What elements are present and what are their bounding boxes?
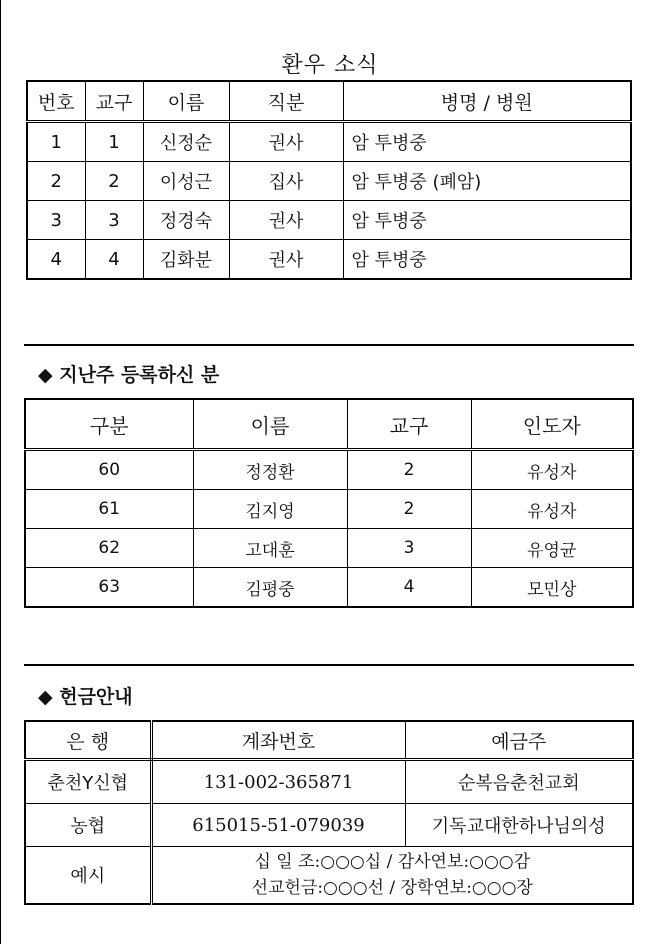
offering-heading: ◆ 헌금안내 xyxy=(38,686,133,708)
header-holder: 예금주 xyxy=(405,721,633,760)
cell-illness: 암 투병중 xyxy=(343,201,631,240)
cell-district: 3 xyxy=(85,201,143,240)
cell-holder: 순복음춘천교회 xyxy=(405,760,633,804)
cell-title: 집사 xyxy=(229,162,343,201)
table-row xyxy=(27,162,631,201)
header-district: 교구 xyxy=(347,399,471,450)
cell-name: 김화분 xyxy=(143,240,229,280)
example-line: 선교헌금:○○○선 / 장학연보:○○○장 xyxy=(251,878,533,898)
cell-district: 4 xyxy=(347,568,471,608)
cell-holder: 기독교대한하나님의성 xyxy=(405,804,633,847)
table-row xyxy=(25,490,633,529)
cell-district: 2 xyxy=(347,490,471,529)
header-bank: 은 행 xyxy=(25,721,151,760)
patient-news-table xyxy=(26,80,632,280)
table-row xyxy=(25,847,633,905)
table-row xyxy=(25,760,633,804)
cell-title: 권사 xyxy=(229,240,343,280)
cell-district: 2 xyxy=(85,162,143,201)
cell-district: 3 xyxy=(347,529,471,568)
table-row xyxy=(25,529,633,568)
table-header-row xyxy=(25,721,633,760)
cell-number: 4 xyxy=(27,240,85,280)
cell-name: 정정환 xyxy=(193,450,347,490)
patient-news-title: 환우 소식 xyxy=(281,53,379,78)
cell-guide: 유영균 xyxy=(471,529,633,568)
page-left-border xyxy=(0,0,1,944)
cell-example-label: 예시 xyxy=(25,847,151,905)
table-row xyxy=(25,568,633,608)
cell-category: 60 xyxy=(25,450,193,490)
cell-title: 권사 xyxy=(229,122,343,162)
header-title: 직분 xyxy=(229,81,343,122)
cell-name: 정경숙 xyxy=(143,201,229,240)
table-header-row xyxy=(25,399,633,450)
table-header-row xyxy=(27,81,631,122)
cell-illness: 암 투병중 xyxy=(343,240,631,280)
cell-illness: 암 투병중 xyxy=(343,122,631,162)
cell-guide: 유성자 xyxy=(471,490,633,529)
cell-district: 4 xyxy=(85,240,143,280)
cell-name: 김지영 xyxy=(193,490,347,529)
table-row xyxy=(27,201,631,240)
cell-bank: 춘천Y신협 xyxy=(25,760,151,804)
table-row xyxy=(25,804,633,847)
cell-name: 김평중 xyxy=(193,568,347,608)
cell-guide: 유성자 xyxy=(471,450,633,490)
table-row xyxy=(27,240,631,280)
section-divider xyxy=(24,664,634,666)
header-name: 이름 xyxy=(193,399,347,450)
offering-table xyxy=(24,720,634,905)
cell-number: 2 xyxy=(27,162,85,201)
section-divider xyxy=(24,344,634,346)
cell-district: 1 xyxy=(85,122,143,162)
header-illness: 병명 / 병원 xyxy=(343,81,631,122)
cell-category: 62 xyxy=(25,529,193,568)
cell-account: 131-002-365871 xyxy=(151,760,405,804)
example-line: 십 일 조:○○○십 / 감사연보:○○○감 xyxy=(254,852,531,872)
cell-guide: 모민상 xyxy=(471,568,633,608)
cell-name: 신정순 xyxy=(143,122,229,162)
cell-illness: 암 투병중 (폐암) xyxy=(343,162,631,201)
cell-number: 3 xyxy=(27,201,85,240)
header-name: 이름 xyxy=(143,81,229,122)
registered-heading: ◆ 지난주 등록하신 분 xyxy=(38,364,220,386)
cell-title: 권사 xyxy=(229,201,343,240)
registered-table xyxy=(24,398,634,608)
cell-number: 1 xyxy=(27,122,85,162)
cell-bank: 농협 xyxy=(25,804,151,847)
cell-name: 이성근 xyxy=(143,162,229,201)
cell-category: 61 xyxy=(25,490,193,529)
example-notes xyxy=(151,847,633,905)
cell-name: 고대훈 xyxy=(193,529,347,568)
cell-account: 615015-51-079039 xyxy=(151,804,405,847)
header-category: 구분 xyxy=(25,399,193,450)
header-number: 번호 xyxy=(27,81,85,122)
header-guide: 인도자 xyxy=(471,399,633,450)
header-account: 계좌번호 xyxy=(151,721,405,760)
cell-district: 2 xyxy=(347,450,471,490)
table-row xyxy=(25,450,633,490)
table-row xyxy=(27,122,631,162)
cell-category: 63 xyxy=(25,568,193,608)
header-district: 교구 xyxy=(85,81,143,122)
